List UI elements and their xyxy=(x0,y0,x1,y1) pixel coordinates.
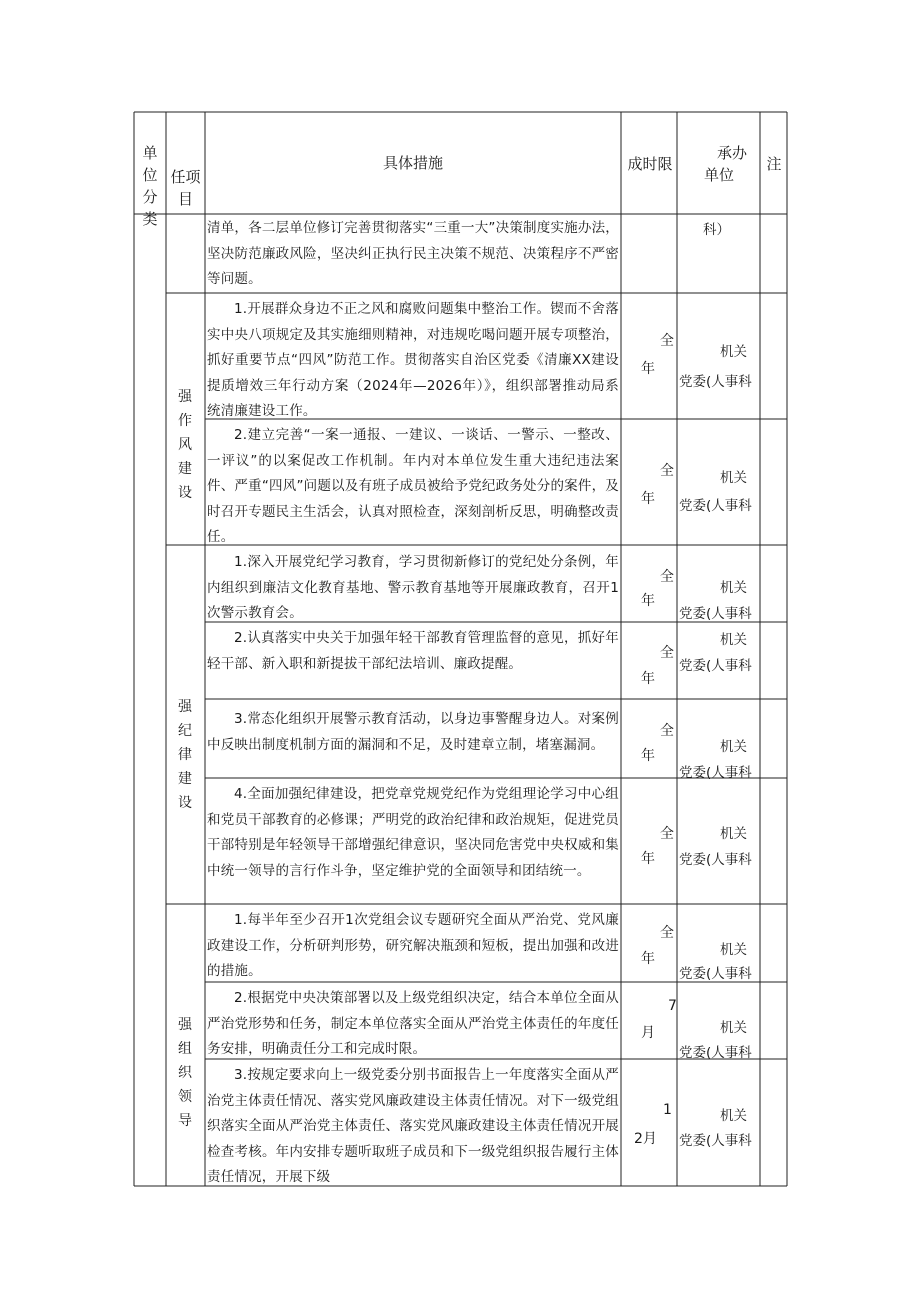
unit-line1: 机关 xyxy=(720,580,747,596)
measure-text: 2.建立完善“一案一通报、一建议、一谈话、一警示、一整改、一评议”的以案促改工作机制。年内对本单位发生重大违纪违法案件、严重“四风”问题以及有班子成员被给予党纪政务处分的案件，及时召开专题民主生活会，认真对照检查，深刻剖析反思，明确整改责任。 xyxy=(207,427,619,545)
deadline-top: 7 xyxy=(668,998,677,1014)
deadline-bottom: 年 xyxy=(641,671,655,687)
unit-line1: 机关 xyxy=(720,470,747,486)
category-style-building: 强作风建设 xyxy=(178,389,192,501)
deadline-top: 全 xyxy=(660,333,674,349)
deadline-bottom: 年 xyxy=(641,748,655,764)
header-unit-category: 单位分类 xyxy=(142,144,158,228)
deadline-top: 全 xyxy=(660,826,674,842)
unit-line1: 机关 xyxy=(720,942,747,958)
category-discipline-building: 强纪律建设 xyxy=(178,699,192,811)
measure-text: 2.根据党中央决策部署以及上级党组织决定，结合本单位全面从严治党形势和任务，制定本单位落实全面从严治党主体责任的年度任务安排，明确责任分工和完成时限。 xyxy=(207,990,619,1057)
header-deadline: 成时限 xyxy=(627,155,673,173)
unit-line1: 机关 xyxy=(720,1020,747,1036)
header-undertaking-line1: 承办 xyxy=(716,144,747,162)
deadline-bottom: 年 xyxy=(641,593,655,609)
deadline-bottom: 年 xyxy=(641,951,655,967)
unit-line1: 机关 xyxy=(720,739,747,755)
measure-text: 1.深入开展党纪学习教育，学习贯彻新修订的党纪处分条例，年内组织到廉洁文化教育基地、警示教育基地等开展廉政教育，召开1次警示教育会。 xyxy=(207,554,619,621)
unit-line1: 机关 xyxy=(720,632,747,648)
unit-line2: 党委(人事科 xyxy=(679,658,752,674)
header-undertaking-unit xyxy=(678,142,760,186)
deadline-bottom: 2月 xyxy=(634,1131,657,1147)
unit-line1: 机关 xyxy=(720,344,747,360)
unit-line2: 党委(人事科 xyxy=(679,966,752,982)
header-task-item: 任项目 xyxy=(170,168,201,208)
measure-text: 1.开展群众身边不正之风和腐败问题集中整治工作。锲而不舍落实中央八项规定及其实施细则精神，对违规吃喝问题开展专项整治，抓好重要节点“四风”防范工作。贯彻落实自治区党委《清廉XX建设提质增效三年行动方案（2024年—2026年）》，组织部署推动局系统清廉建设工作。 xyxy=(207,301,619,419)
deadline-top: 全 xyxy=(660,723,674,739)
deadline-bottom: 年 xyxy=(641,491,655,507)
measure-text: 3.按规定要求向上一级党委分别书面报告上一年度落实全面从严治党主体责任情况、落实党风廉政建设主体责任情况。对下一级党组织落实全面从严治党主体责任、落实党风廉政建设主体责任情况开展检查考核。年内安排专题听取班子成员和下一级党组织报告履行主体责任情况，开展下级 xyxy=(207,1067,619,1185)
continued-measure-text: 清单，各二层单位修订完善贯彻落实“三重一大”决策制度实施办法，坚决防范廉政风险，坚决纠正执行民主决策不规范、决策程序不严密等问题。 xyxy=(207,220,619,287)
measure-text: 1.每半年至少召开1次党组会议专题研究全面从严治党、党风廉政建设工作，分析研判形势，研究解决瓶颈和短板，提出加强和改进的措施。 xyxy=(207,912,619,979)
unit-line1: 机关 xyxy=(720,826,747,842)
deadline-bottom: 年 xyxy=(641,361,655,377)
header-remarks: 注 xyxy=(766,155,782,173)
measure-text: 3.常态化组织开展警示教育活动，以身边事警醒身边人。对案例中反映出制度机制方面的漏洞和不足，及时建章立制，堵塞漏洞。 xyxy=(207,711,619,753)
deadline-top: 全 xyxy=(660,925,674,941)
category-organization-leadership: 强组织领导 xyxy=(178,1017,192,1129)
continued-unit-text: 科） xyxy=(703,222,730,238)
deadline-top: 全 xyxy=(660,569,674,585)
header-measures: 具体措施 xyxy=(382,154,443,172)
unit-line2: 党委(人事科 xyxy=(679,374,752,390)
measure-text: 2.认真落实中央关于加强年轻干部教育管理监督的意见，抓好年轻干部、新入职和新提拔干部纪法培训、廉政提醒。 xyxy=(207,630,619,672)
deadline-bottom: 月 xyxy=(641,1025,655,1041)
header-undertaking-line2: 单位 xyxy=(703,166,734,184)
measure-text: 4.全面加强纪律建设，把党章党规党纪作为党组理论学习中心组和党员干部教育的必修课；严明党的政治纪律和政治规矩，促进党员干部特别是年轻领导干部增强纪律意识，坚决同危害党中央权威和集中统一领导的言行作斗争，坚定维护党的全面领导和团结统一。 xyxy=(207,786,619,879)
unit-line2: 党委(人事科 xyxy=(679,606,752,622)
deadline-top: 1 xyxy=(663,1102,672,1118)
unit-line2: 党委(人事科 xyxy=(679,765,752,781)
unit-line2: 党委(人事科 xyxy=(679,1133,752,1149)
unit-line2: 党委(人事科 xyxy=(679,498,752,514)
deadline-top: 全 xyxy=(660,463,674,479)
deadline-top: 全 xyxy=(660,645,674,661)
unit-line1: 机关 xyxy=(720,1108,747,1124)
deadline-bottom: 年 xyxy=(641,851,655,867)
unit-line2: 党委(人事科 xyxy=(679,852,752,868)
unit-line2: 党委(人事科 xyxy=(679,1045,752,1061)
